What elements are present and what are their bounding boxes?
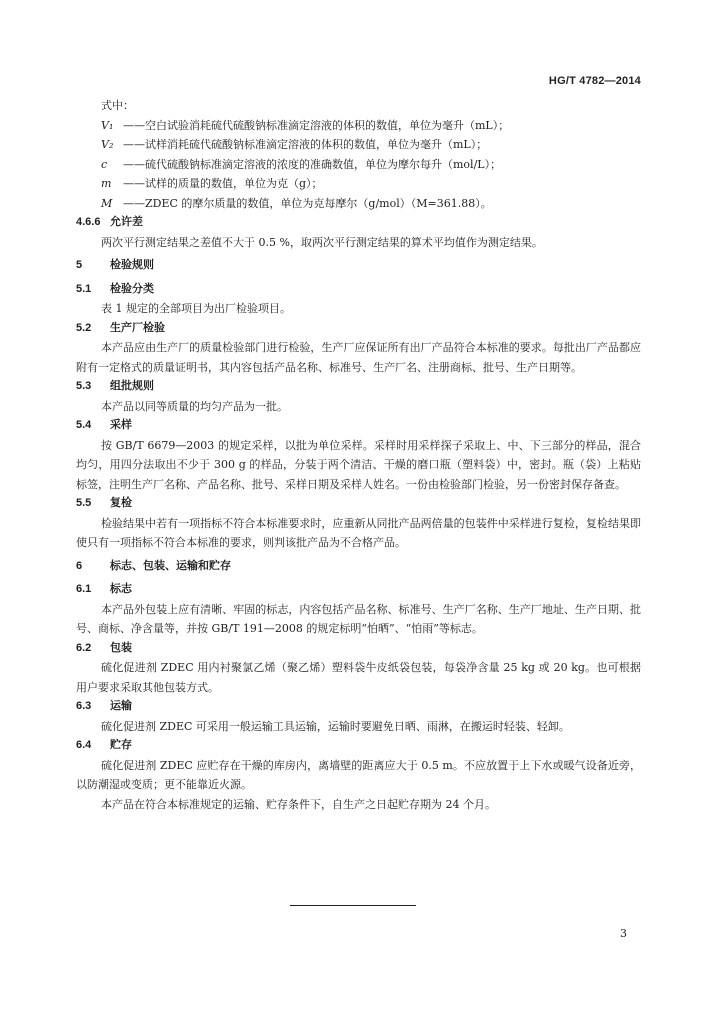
section-text: 本产品应由生产厂的质量检验部门进行检验，生产厂应保证所有出厂产品符合本标准的要求。每批出厂产品都应附有一定格式的质量证明书，其内容包括产品名称、标准号、生产厂名、注册商标、批号、生产日期等。	[76, 341, 641, 374]
section-title: 检验分类	[110, 282, 154, 295]
variable-definition	[76, 135, 641, 155]
section-text: 硫化促进剂 ZDEC 可采用一般运输工具运输，运输时要避免日晒、雨淋，在搬运时轻装、轻卸。	[101, 719, 570, 733]
section-heading-5-2	[76, 319, 641, 339]
section-number: 6.2	[76, 641, 92, 654]
section-number: 6.3	[76, 700, 92, 712]
section-text: 按 GB/T 6679—2003 的规定采样，以批为单位采样。采样时用采样探子采取上、中、下三部分的样品，混合均匀，用四分法取出不少于 300 g 的样品，分装于两个清洁、干燥的磨口瓶（塑料袋）中，密封。瓶（袋）上粘贴标签，注明生产厂名称、产品名称、批号、采样日期及采样人姓名。一份由检验部门检验，另一份密封保存备查。	[76, 438, 641, 491]
section-heading-6-2	[76, 639, 641, 659]
section-number: 6.4	[76, 739, 92, 751]
section-title: 标志、包装、运输和贮存	[110, 559, 231, 572]
variable-definition	[76, 155, 641, 175]
section-number: 6	[76, 559, 83, 572]
section-text: 两次平行测定结果之差值不大于 0.5 %，取两次平行测定结果的算术平均值作为测定结果。	[101, 235, 543, 249]
variable-definition	[76, 116, 641, 136]
section-number: 5.2	[76, 321, 92, 334]
variable-description: ——空白试验消耗硫代硫酸钠标准滴定溶液的体积的数值，单位为毫升（mL）；	[123, 118, 510, 132]
section-number: 5	[76, 259, 83, 271]
section-title: 贮存	[110, 739, 132, 751]
variable-symbol: c	[101, 157, 108, 171]
standard-code: HG/T 4782—2014	[548, 75, 641, 87]
section-heading-6-3	[76, 697, 641, 717]
section-heading-6-4	[76, 736, 641, 756]
section-title: 组批规则	[110, 380, 154, 392]
section-title: 生产厂检验	[110, 321, 165, 334]
page-number: 3	[620, 927, 627, 940]
section-heading-5-4	[76, 416, 641, 436]
section-text: 硫化促进剂 ZDEC 应贮存在干燥的库房内，离墙壁的距离应大于 0.5 m。不应放置于上下水或暖气设备近旁，以防潮湿或变质；更不能靠近火源。	[76, 758, 641, 791]
chapter-heading-6	[76, 557, 641, 577]
variable-description: ——试样的质量的数值，单位为克（g）；	[123, 177, 323, 190]
section-number: 5.4	[76, 419, 92, 431]
section-text: 本产品以同等质量的均匀产品为一批。	[101, 399, 288, 413]
section-number: 4.6.6	[76, 216, 101, 228]
variable-symbol: m	[101, 177, 112, 190]
end-rule	[290, 905, 416, 906]
section-title: 采样	[110, 419, 132, 431]
section-text: 本产品在符合本标准规定的运输、贮存条件下，自生产之日起贮存期为 24 个月。	[101, 797, 496, 811]
section-title: 标志	[110, 583, 132, 595]
section-text: 表 1 规定的全部项目为出厂检验项目。	[101, 302, 291, 315]
section-heading-5-3	[76, 377, 641, 397]
section-number: 5.1	[76, 282, 92, 295]
variable-symbol: V₂	[101, 138, 114, 151]
document-body	[76, 96, 641, 814]
section-title: 复检	[110, 497, 132, 509]
section-text: 硫化促进剂 ZDEC 用内衬聚氯乙烯（聚乙烯）塑料袋牛皮纸袋包装，每袋净含量 25 kg 或 20 kg。也可根据用户要求采取其他包装方式。	[76, 661, 641, 694]
section-number: 5.3	[76, 380, 92, 392]
variable-description: ——试样消耗硫代硫酸钠标准滴定溶液的体积的数值，单位为毫升（mL）；	[123, 138, 488, 151]
variable-description: ——ZDEC 的摩尔质量的数值，单位为克每摩尔（g/mol）（M=361.88）。	[123, 196, 492, 210]
variable-symbol: V₁	[101, 118, 114, 132]
section-title: 检验规则	[110, 259, 154, 271]
section-heading-5-1	[76, 280, 641, 300]
variable-symbol: M	[101, 196, 113, 210]
section-heading-5-5	[76, 494, 641, 514]
variable-definition	[76, 194, 641, 214]
section-heading-4-6-6	[76, 213, 641, 233]
variable-description: ——硫代硫酸钠标准滴定溶液的浓度的准确数值，单位为摩尔每升（mol/L）；	[123, 157, 502, 171]
section-heading-6-1	[76, 580, 641, 600]
section-text: 检验结果中若有一项指标不符合本标准要求时，应重新从同批产品两倍量的包装件中采样进行复检，复检结果即使只有一项指标不符合本标准的要求，则判该批产品为不合格产品。	[76, 516, 641, 549]
section-title: 允许差	[110, 216, 143, 228]
formula-intro: 式中：	[101, 99, 134, 112]
section-number: 5.5	[76, 497, 92, 509]
section-title: 运输	[110, 700, 132, 712]
chapter-heading-5	[76, 256, 641, 276]
section-text: 本产品外包装上应有清晰、牢固的标志，内容包括产品名称、标准号、生产厂名称、生产厂地址、生产日期、批号、商标、净含量等，并按 GB/T 191—2008 的规定标明“怕晒”、“怕雨”等标志。	[76, 602, 641, 635]
section-title: 包装	[110, 641, 132, 654]
variable-definition	[76, 174, 641, 194]
section-number: 6.1	[76, 583, 92, 595]
